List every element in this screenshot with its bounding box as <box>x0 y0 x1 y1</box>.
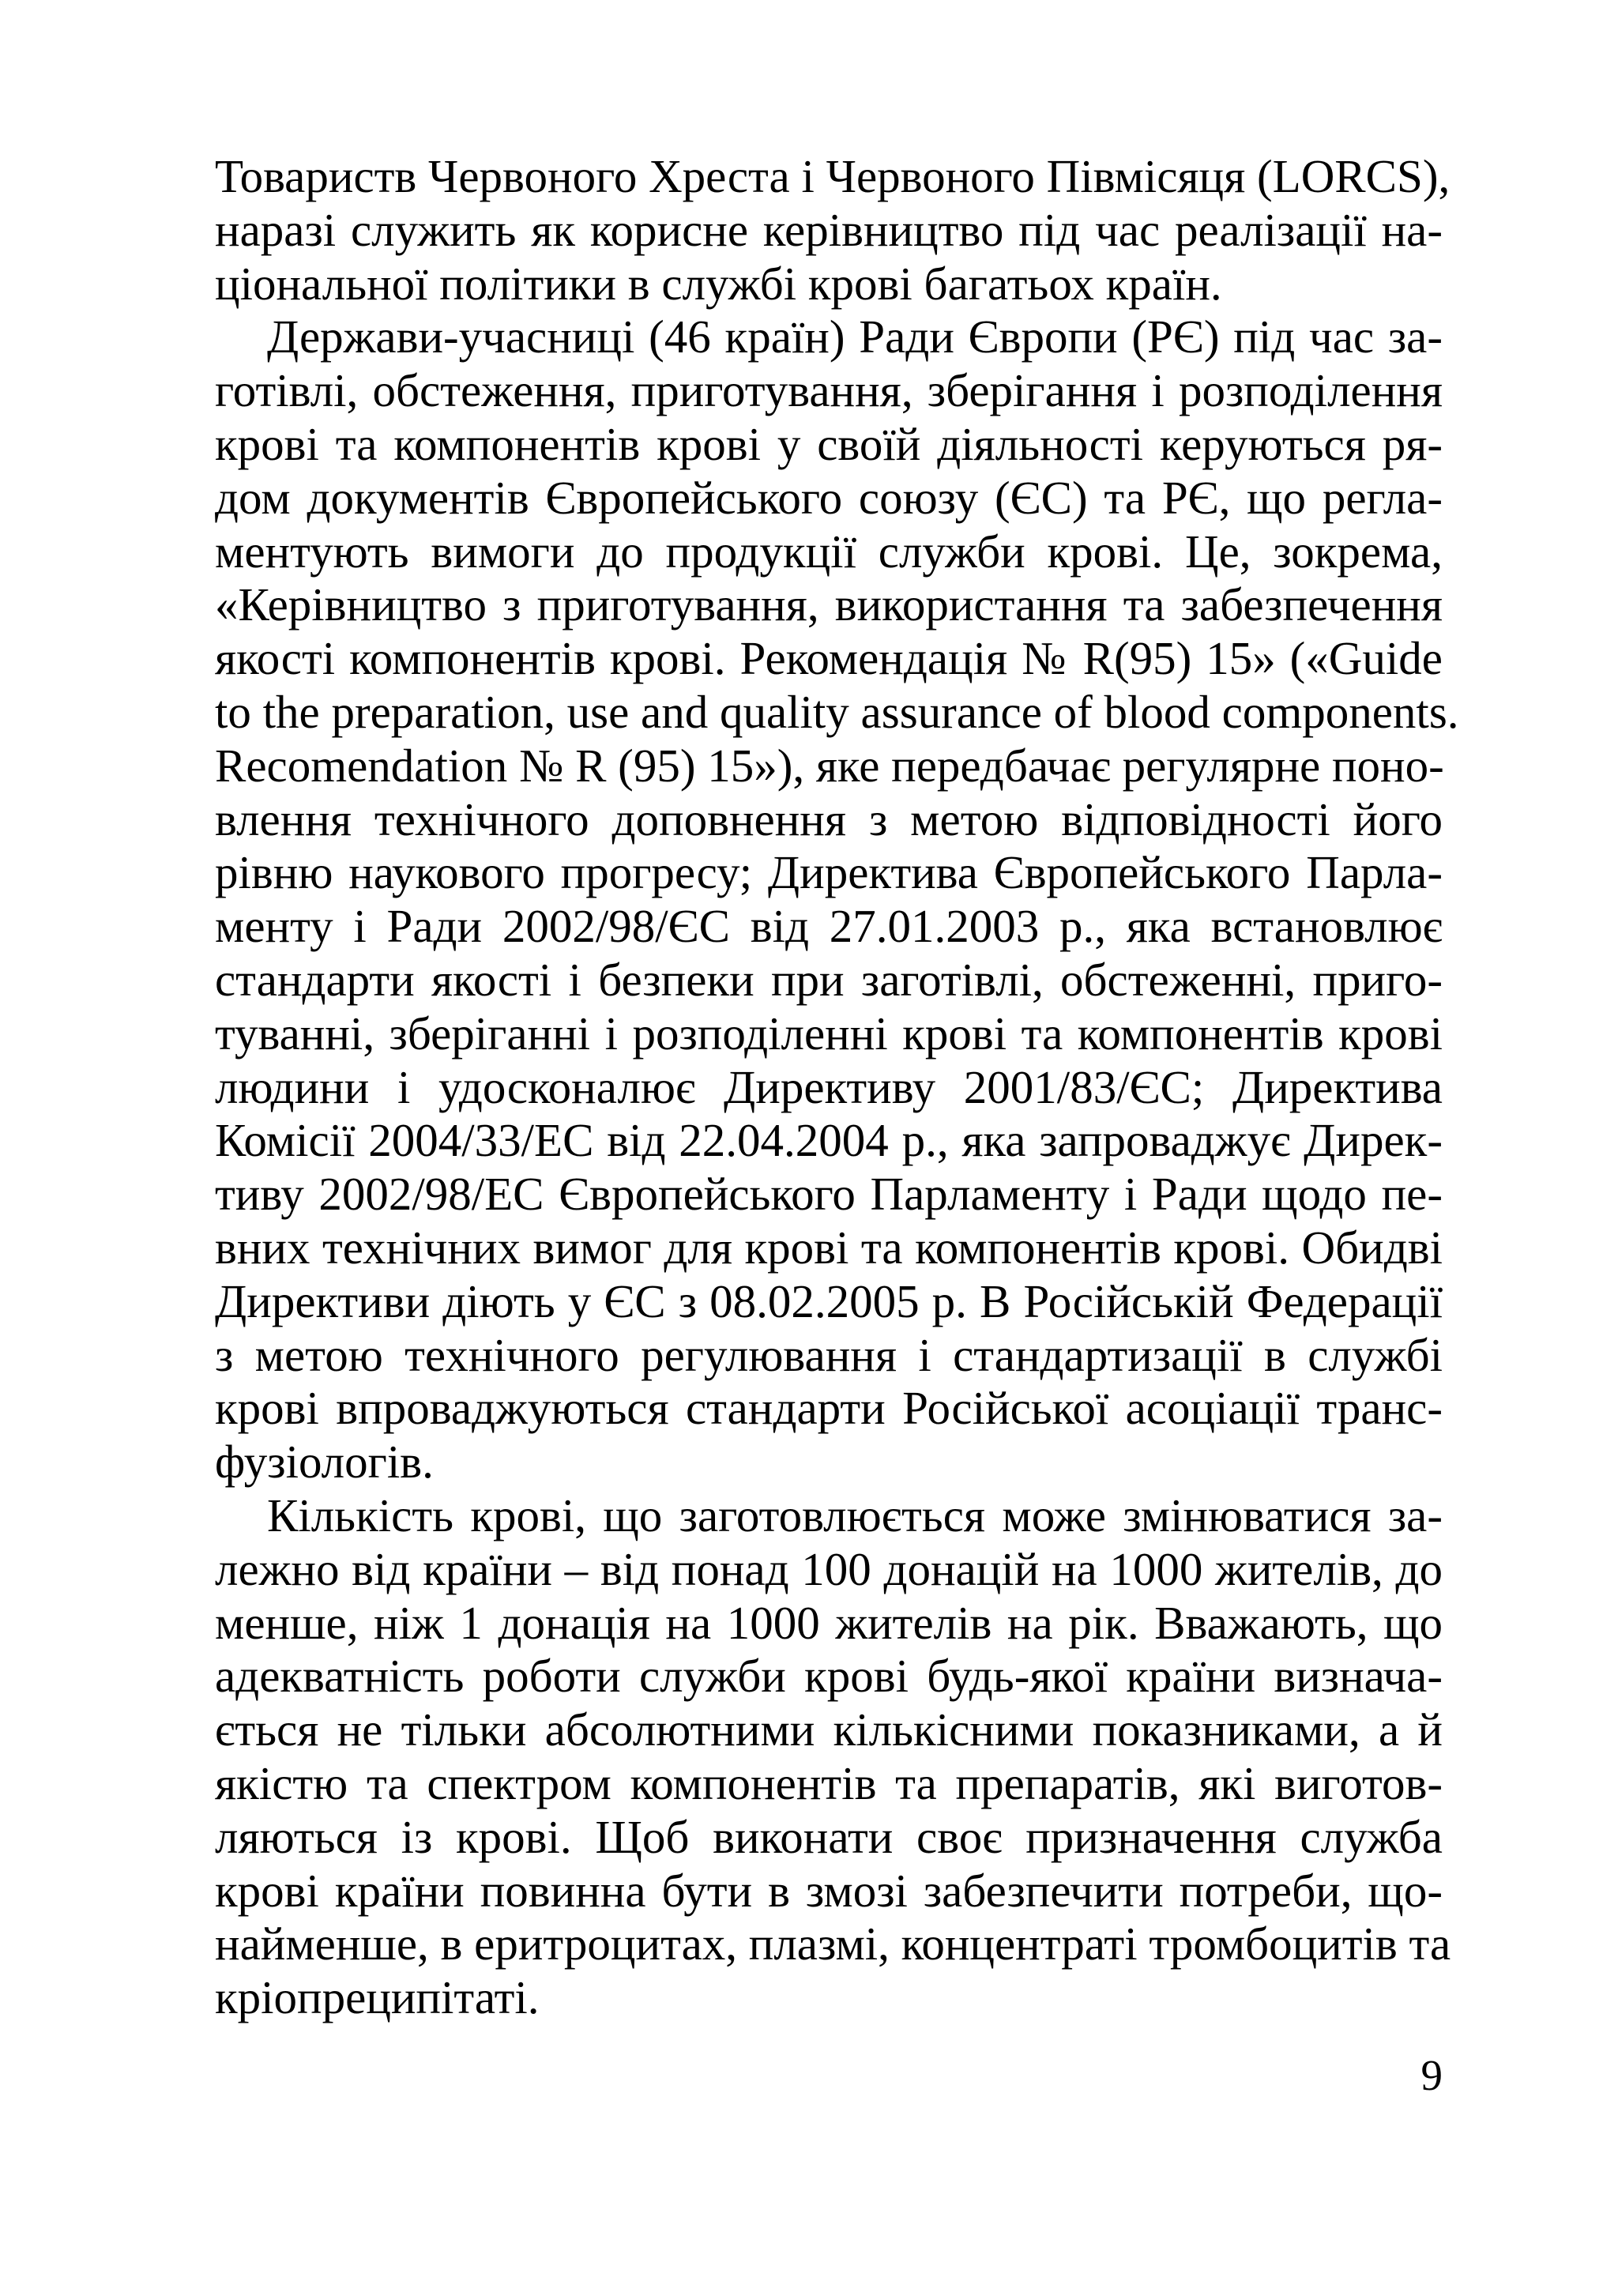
text-line: Recomendation № R (95) 15»), яке передбачає регулярне поно- <box>215 739 1444 792</box>
text-line: дом документів Європейського союзу (ЄС) та РЄ, що регла- <box>215 471 1443 524</box>
text-line: to the preparation, use and quality assurance of blood components. <box>215 685 1459 738</box>
text-line: туванні, зберіганні і розподіленні крові та компонентів крові <box>215 1007 1443 1060</box>
page-number: 9 <box>1420 2051 1443 2099</box>
text-line: кріопреципітаті. <box>215 1971 540 2024</box>
text-line: ментують вимоги до продукції служби крові. Це, зокрема, <box>215 525 1443 578</box>
text-line: влення технічного доповнення з метою відповідності його <box>215 792 1443 845</box>
text-line: Комісії 2004/33/ЕС від 22.04.2004 р., яка запроваджує Дирек- <box>215 1114 1443 1167</box>
text-line: крові країни повинна бути в змозі забезпечити потреби, що- <box>215 1864 1443 1917</box>
text-line: тиву 2002/98/ЕС Європейського Парламенту і Ради щодо пе- <box>215 1168 1443 1221</box>
text-line: вних технічних вимог для крові та компонентів крові. Обидві <box>215 1221 1443 1274</box>
text-line: адекватність роботи служби крові будь-якої країни визнача- <box>215 1650 1443 1703</box>
text-line: Товариств Червоного Хреста і Червоного Півмісяця (LORCS), <box>215 150 1451 202</box>
text-line: крові та компонентів крові у своїй діяльності керуються ря- <box>215 417 1443 470</box>
text-line: Держави-учасниці (46 країн) Ради Європи (РЄ) під час за- <box>267 311 1443 363</box>
text-line: стандарти якості і безпеки при заготівлі, обстеженні, приго- <box>215 953 1443 1006</box>
text-line: якості компонентів крові. Рекомендація № R(95) 15» («Guide <box>215 632 1443 685</box>
text-line: менше, ніж 1 донація на 1000 жителів на рік. Вважають, що <box>215 1596 1443 1649</box>
text-line: «Керівництво з приготування, використання та забезпечення <box>215 578 1443 631</box>
text-line: Кількість крові, що заготовлюється може змінюватися за- <box>267 1489 1443 1541</box>
text-line: фузіологів. <box>215 1436 434 1489</box>
text-line: людини і удосконалює Директиву 2001/83/ЄС; Директива <box>215 1060 1443 1113</box>
text-line: готівлі, обстеження, приготування, зберігання і розподілення <box>215 364 1443 417</box>
text-line: лежно від країни – від понад 100 донацій на 1000 жителів, до <box>215 1542 1443 1595</box>
text-line: якістю та спектром компонентів та препаратів, які виготов- <box>215 1756 1443 1809</box>
text-line: рівню наукового прогресу; Директива Європейського Парла- <box>215 846 1443 899</box>
text-line: Директиви діють у ЄС з 08.02.2005 р. В Російській Федерації <box>215 1274 1443 1327</box>
text-line: наразі служить як корисне керівництво під час реалізації на- <box>215 203 1443 256</box>
text-line: ляються із крові. Щоб виконати своє призначення служба <box>215 1810 1443 1863</box>
body-text <box>215 150 1459 2025</box>
text-line: ціональної політики в службі крові багатьох країн. <box>215 257 1222 310</box>
text-line: найменше, в еритроцитах, плазмі, концентраті тромбоцитів та <box>215 1918 1451 1970</box>
text-line: ється не тільки абсолютними кількісними показниками, а й <box>215 1703 1443 1756</box>
text-line: з метою технічного регулювання і стандартизації в службі <box>215 1328 1443 1381</box>
text-line: менту і Ради 2002/98/ЄС від 27.01.2003 р., яка встановлює <box>215 900 1443 953</box>
text-line: крові впроваджуються стандарти Російської асоціації транс- <box>215 1382 1443 1435</box>
